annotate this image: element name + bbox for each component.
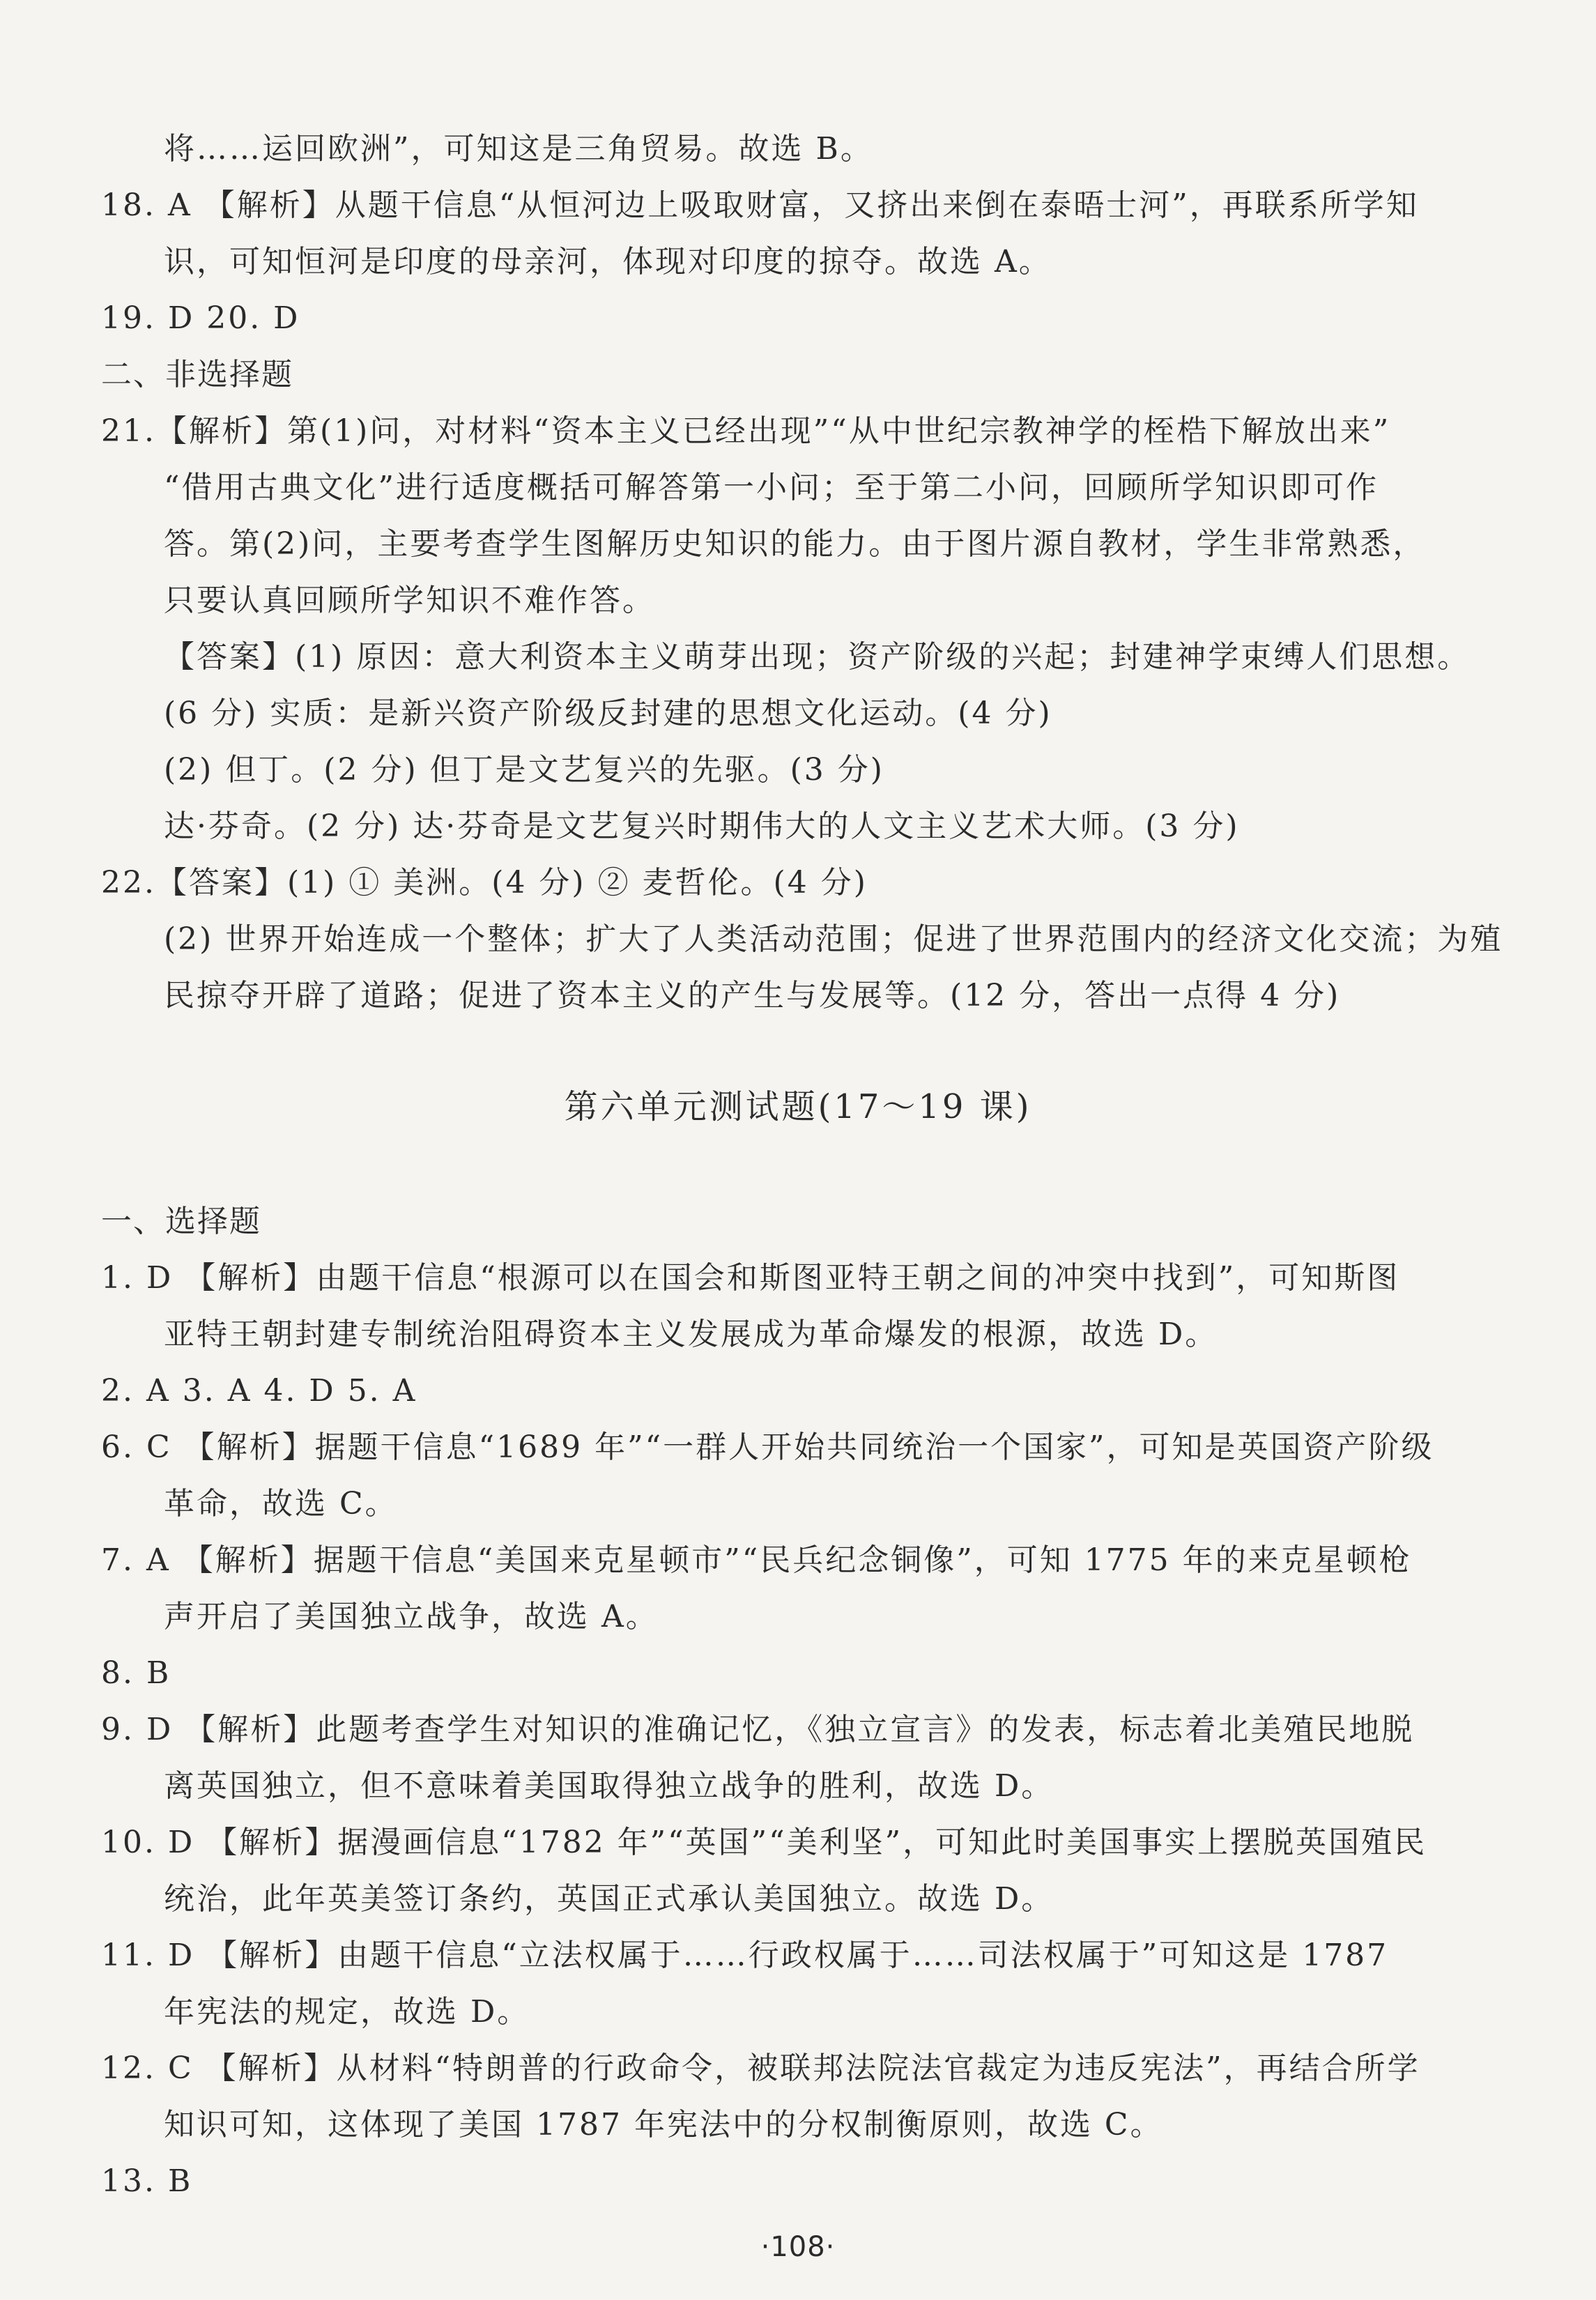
answer-line: (6 分) 实质：是新兴资产阶级反封建的思想文化运动。(4 分): [164, 696, 1052, 731]
answer-line: 民掠夺开辟了道路；促进了资本主义的产生与发展等。(12 分，答出一点得 4 分): [164, 978, 1341, 1013]
text-line: 7. A 【解析】据题干信息“美国来克星顿市”“民兵纪念铜像”，可知 1775 年的来克星顿枪: [101, 1542, 1412, 1578]
text-line: 将……运回欧洲”，可知这是三角贸易。故选 B。: [164, 131, 873, 167]
answer-line: 【答案】(1) 原因：意大利资本主义萌芽出现；资产阶级的兴起；封建神学束缚人们思想。: [164, 639, 1471, 675]
text-line: 11. D 【解析】由题干信息“立法权属于……行政权属于……司法权属于”可知这是 1787: [101, 1938, 1389, 1973]
text-line: 只要认真回顾所学知识不难作答。: [164, 583, 655, 618]
text-line: 1. D 【解析】由题干信息“根源可以在国会和斯图亚特王朝之间的冲突中找到”，可知斯图: [101, 1260, 1400, 1296]
text-line: 声开启了美国独立战争，故选 A。: [164, 1599, 659, 1634]
text-line: 13. B: [101, 2163, 193, 2199]
answer-line: (2) 但丁。(2 分) 但丁是文艺复兴的先驱。(3 分): [164, 752, 884, 788]
text-line: 19. D 20. D: [101, 300, 300, 336]
text-line: 8. B: [101, 1655, 171, 1691]
text-line: 知识可知，这体现了美国 1787 年宪法中的分权制衡原则，故选 C。: [164, 2107, 1163, 2142]
unit-title: 第六单元测试题(17～19 课): [564, 1087, 1032, 1126]
text-line: 10. D 【解析】据漫画信息“1782 年”“英国”“美利坚”，可知此时美国事实上摆脱英国殖民: [101, 1825, 1427, 1860]
text-line: 答。第(2)问，主要考查学生图解历史知识的能力。由于图片源自教材，学生非常熟悉，: [164, 526, 1426, 562]
text-line: 21.【解析】第(1)问，对材料“资本主义已经出现”“从中世纪宗教神学的桎梏下解放出来”: [101, 413, 1391, 449]
text-line: “借用古典文化”进行适度概括可解答第一小问；至于第二小问，回顾所学知识即可作: [164, 470, 1379, 505]
text-line: 2. A 3. A 4. D 5. A: [101, 1373, 417, 1409]
answer-line: (2) 世界开始连成一个整体；扩大了人类活动范围；促进了世界范围内的经济文化交流；为殖: [164, 921, 1503, 957]
text-line: 6. C 【解析】据题干信息“1689 年”“一群人开始共同统治一个国家”，可知是英国资产阶级: [101, 1429, 1434, 1465]
text-line: 识，可知恒河是印度的母亲河，体现对印度的掠夺。故选 A。: [164, 244, 1052, 279]
section-heading: 一、选择题: [101, 1204, 261, 1239]
answer-line: 22.【答案】(1) ① 美洲。(4 分) ② 麦哲伦。(4 分): [101, 865, 868, 900]
text-line: 12. C 【解析】从材料“特朗普的行政命令，被联邦法院法官裁定为违反宪法”，再结合所学: [101, 2050, 1420, 2086]
text-line: 18. A 【解析】从题干信息“从恒河边上吸取财富，又挤出来倒在泰晤士河”，再联系所学知: [101, 187, 1419, 223]
text-line: 亚特王朝封建专制统治阻碍资本主义发展成为革命爆发的根源，故选 D。: [164, 1317, 1218, 1352]
text-line: 年宪法的规定，故选 D。: [164, 1994, 530, 2030]
page-number: ·108·: [760, 2231, 836, 2263]
text-line: 革命，故选 C。: [164, 1486, 398, 1521]
section-heading: 二、非选择题: [101, 357, 293, 392]
answer-line: 达·芬奇。(2 分) 达·芬奇是文艺复兴时期伟大的人文主义艺术大师。(3 分): [164, 808, 1240, 844]
text-line: 离英国独立，但不意味着美国取得独立战争的胜利，故选 D。: [164, 1768, 1054, 1804]
text-line: 统治，此年英美签订条约，英国正式承认美国独立。故选 D。: [164, 1881, 1054, 1917]
text-line: 9. D 【解析】此题考查学生对知识的准确记忆，《独立宣言》的发表，标志着北美殖民地脱: [101, 1712, 1415, 1747]
